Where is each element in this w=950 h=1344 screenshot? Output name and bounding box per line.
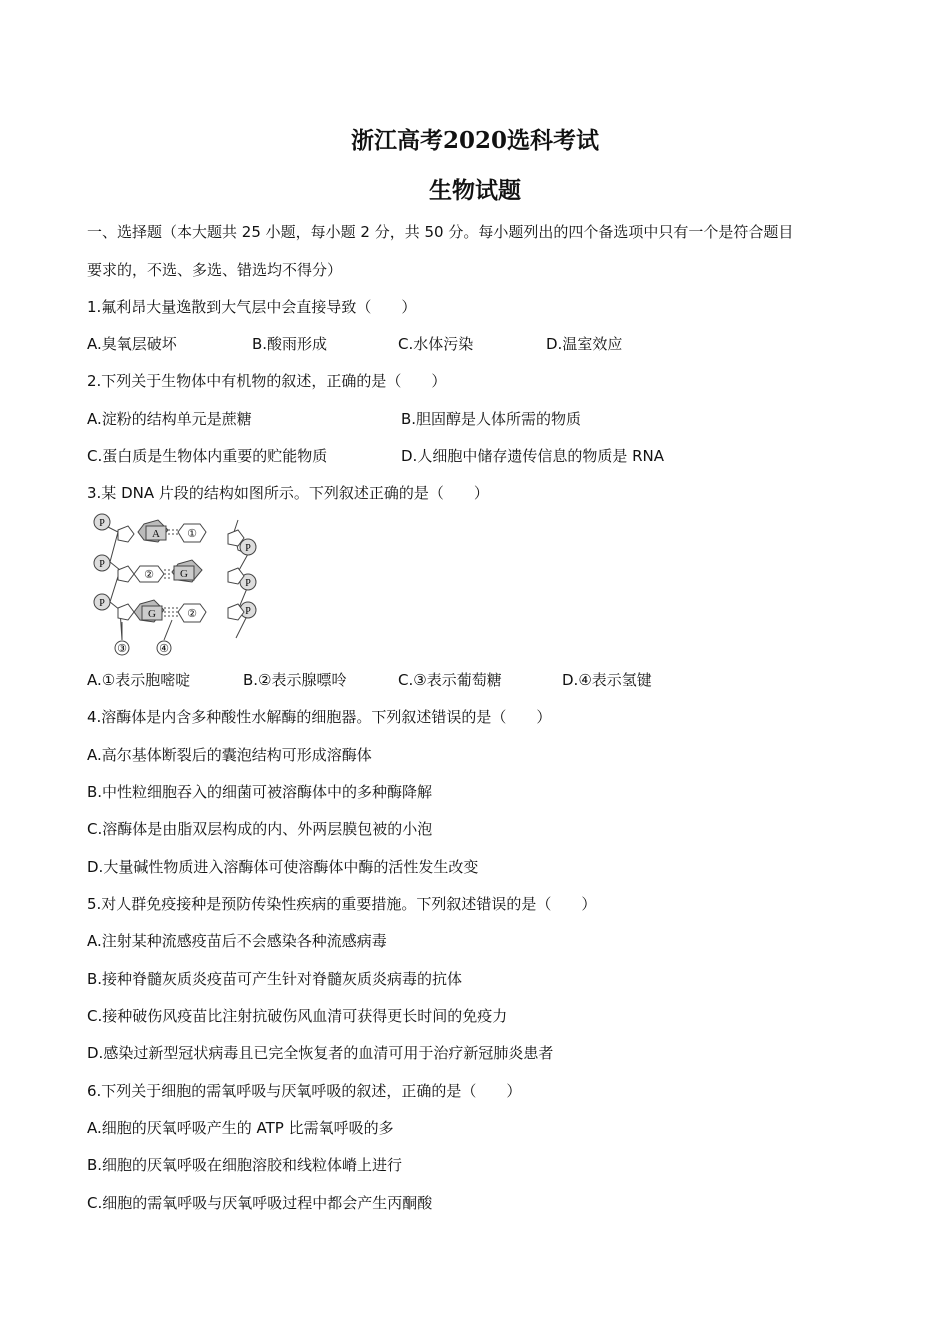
question-3-option-b: B.②表示腺嘌呤 — [243, 671, 347, 689]
question-5-option-c: C.接种破伤风疫苗比注射抗破伤风血清可获得更长时间的免疫力 — [87, 1007, 508, 1025]
question-1-option-d: D.温室效应 — [546, 335, 623, 353]
page-title: 浙江高考2020选科考试 — [350, 127, 599, 154]
question-4-option-c: C.溶酶体是由脂双层构成的内、外两层膜包被的小泡 — [87, 820, 433, 838]
question-6-option-c: C.细胞的需氧呼吸与厌氧呼吸过程中都会产生丙酮酸 — [87, 1194, 433, 1212]
question-1-option-b: B.酸雨形成 — [252, 335, 328, 353]
question-1-stem: 1.氟利昂大量逸散到大气层中会直接导致（ ） — [87, 298, 417, 316]
question-2-stem: 2.下列关于生物体中有机物的叙述，正确的是（ ） — [87, 372, 447, 390]
question-2-option-b: B.胆固醇是人体所需的物质 — [401, 410, 582, 428]
question-3-stem: 3.某 DNA 片段的结构如图所示。下列叙述正确的是（ ） — [87, 484, 489, 502]
question-6-stem: 6.下列关于细胞的需氧呼吸与厌氧呼吸的叙述，正确的是（ ） — [87, 1082, 522, 1100]
section-instructions-line2: 要求的，不选、多选、错选均不得分） — [87, 261, 343, 279]
figure-label: ③ — [117, 643, 127, 655]
question-5-stem: 5.对人群免疫接种是预防传染性疾病的重要措施。下列叙述错误的是（ ） — [87, 895, 597, 913]
question-4-option-a: A.高尔基体断裂后的囊泡结构可形成溶酶体 — [87, 746, 372, 764]
question-5-option-a: A.注射某种流感疫苗后不会感染各种流感病毒 — [87, 932, 387, 950]
phosphate-label: P — [99, 559, 105, 570]
question-2-option-d: D.人细胞中储存遗传信息的物质是 RNA — [401, 447, 664, 465]
base-label: ② — [144, 569, 154, 581]
base-label: ① — [187, 528, 197, 540]
question-4-stem: 4.溶酶体是内含多种酸性水解酶的细胞器。下列叙述错误的是（ ） — [87, 708, 552, 726]
question-5-option-d: D.感染过新型冠状病毒且已完全恢复者的血清可用于治疗新冠肺炎患者 — [87, 1044, 554, 1062]
page-subtitle: 生物试题 — [429, 177, 521, 204]
phosphate-label: P — [245, 606, 251, 617]
phosphate-label: P — [99, 518, 105, 529]
base-label: G — [180, 568, 188, 580]
question-1-option-c: C.水体污染 — [398, 335, 474, 353]
phosphate-label: P — [245, 578, 251, 589]
left-phosphates — [94, 514, 110, 610]
figure-label: ④ — [159, 643, 169, 655]
question-3-option-a: A.①表示胞嘧啶 — [87, 671, 191, 689]
question-6-option-b: B.细胞的厌氧呼吸在细胞溶胶和线粒体嵴上进行 — [87, 1156, 403, 1174]
section-instructions-line1: 一、选择题（本大题共 25 小题，每小题 2 分，共 50 分。每小题列出的四个备选项中只有一个是符合题目 — [87, 223, 794, 241]
question-4-option-b: B.中性粒细胞吞入的细菌可被溶酶体中的多种酶降解 — [87, 783, 433, 801]
question-1-option-a: A.臭氧层破坏 — [87, 335, 177, 353]
question-5-option-b: B.接种脊髓灰质炎疫苗可产生针对脊髓灰质炎病毒的抗体 — [87, 970, 463, 988]
question-3-option-c: C.③表示葡萄糖 — [398, 671, 502, 689]
base-label: A — [152, 528, 160, 540]
question-6-option-a: A.细胞的厌氧呼吸产生的 ATP 比需氧呼吸的多 — [87, 1119, 394, 1137]
base-label: G — [148, 608, 156, 620]
phosphate-label: P — [99, 598, 105, 609]
question-4-option-d: D.大量碱性物质进入溶酶体可使溶酶体中酶的活性发生改变 — [87, 858, 479, 876]
phosphate-label: P — [245, 543, 251, 554]
base-label: ② — [187, 608, 197, 620]
question-2-option-a: A.淀粉的结构单元是蔗糖 — [87, 410, 252, 428]
question-3-option-d: D.④表示氢键 — [562, 671, 652, 689]
question-2-option-c: C.蛋白质是生物体内重要的贮能物质 — [87, 447, 328, 465]
dna-structure-figure — [88, 510, 264, 660]
